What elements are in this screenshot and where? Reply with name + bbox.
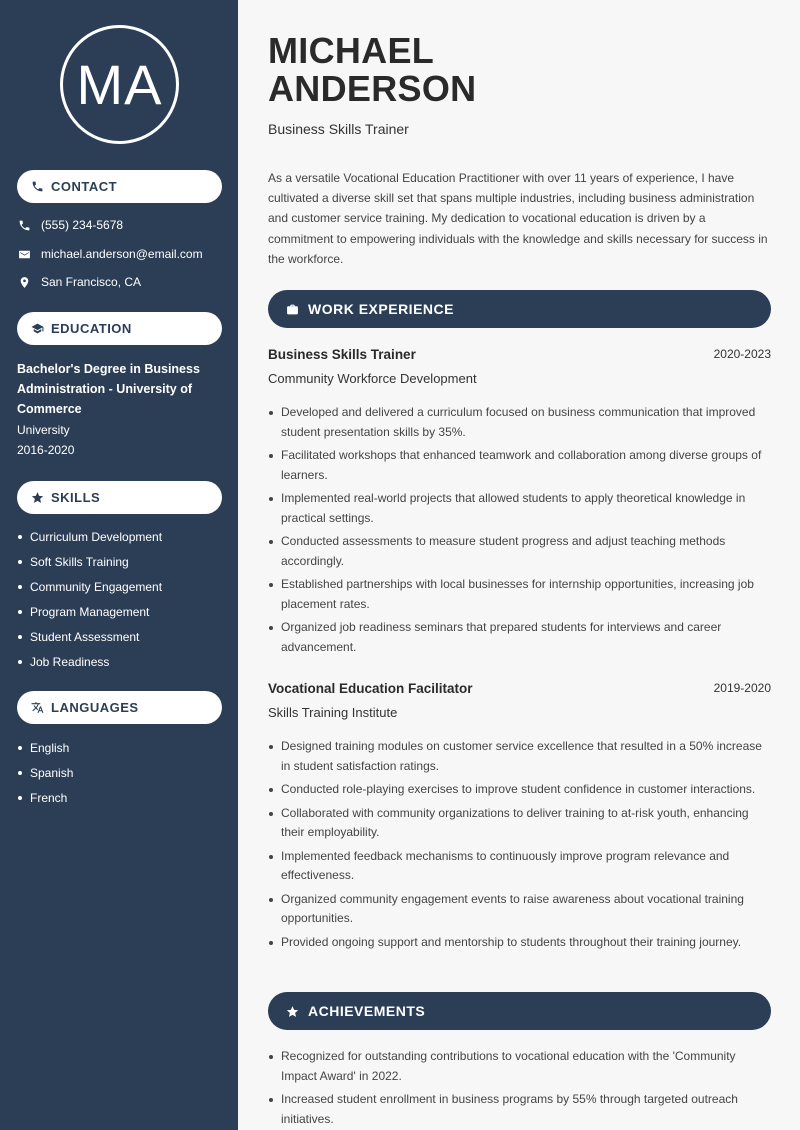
location-pin-icon	[17, 275, 31, 289]
phone-icon	[17, 218, 31, 232]
skills-list	[17, 529, 162, 679]
work-experience-heading	[268, 290, 771, 328]
achievement-item: Increased student enrollment in business programs by 55% through targeted outreach initiatives.	[268, 1090, 771, 1129]
star-icon	[285, 1004, 299, 1018]
skill-item: Community Engagement	[17, 579, 162, 604]
avatar-initials: MA	[60, 25, 179, 144]
achievements-heading-label: ACHIEVEMENTS	[308, 1003, 426, 1019]
job-bullet: Established partnerships with local businesses for internship opportunities, increasing job placement rates.	[268, 575, 771, 614]
skills-heading-label: SKILLS	[51, 490, 101, 505]
work-experience-heading-label: WORK EXPERIENCE	[308, 301, 454, 317]
contact-phone	[17, 218, 123, 232]
first-name: MICHAEL	[268, 30, 435, 71]
job-bullets	[268, 737, 771, 956]
skill-item: Job Readiness	[17, 654, 162, 679]
profile-title: Business Skills Trainer	[268, 121, 409, 137]
language-item: English	[17, 740, 73, 765]
job-bullet: Conducted role-playing exercises to improve student confidence in customer interactions.	[268, 780, 771, 800]
job-bullet: Organized job readiness seminars that prepared students for interviews and career advancement.	[268, 618, 771, 657]
star-icon	[30, 491, 44, 505]
skill-item: Curriculum Development	[17, 529, 162, 554]
translate-icon	[30, 701, 44, 715]
sidebar	[0, 0, 238, 1130]
job-bullet: Designed training modules on customer service excellence that resulted in a 50% increase in student satisfaction ratings.	[268, 737, 771, 776]
contact-phone-text: (555) 234-5678	[41, 218, 124, 232]
full-name	[268, 32, 476, 108]
job-dates: 2019-2020	[713, 681, 771, 695]
job-bullet: Provided ongoing support and mentorship to students throughout their training journey.	[268, 933, 771, 953]
contact-location-text: San Francisco, CA	[41, 275, 142, 289]
skill-item: Student Assessment	[17, 629, 162, 654]
contact-email-text: michael.anderson@email.com	[41, 247, 203, 261]
job-bullet: Organized community engagement events to raise awareness about vocational training opportunities.	[268, 890, 771, 929]
achievements-heading	[268, 992, 771, 1030]
languages-heading-label: LANGUAGES	[51, 700, 139, 715]
last-name: ANDERSON	[268, 68, 477, 109]
achievement-item: Recognized for outstanding contributions to vocational education with the 'Community Impact Award' in 2022.	[268, 1047, 771, 1086]
education-heading	[17, 312, 222, 345]
graduation-cap-icon	[30, 322, 44, 336]
job-dates: 2020-2023	[713, 347, 771, 361]
job-title: Business Skills Trainer	[268, 347, 416, 362]
languages-list	[17, 740, 73, 815]
phone-icon	[30, 180, 44, 194]
contact-heading-label: CONTACT	[51, 179, 118, 194]
contact-location	[17, 275, 141, 289]
education-years: 2016-2020	[17, 443, 75, 457]
job-company: Community Workforce Development	[268, 371, 477, 386]
education-heading-label: EDUCATION	[51, 321, 132, 336]
contact-email	[17, 247, 203, 261]
profile-summary: As a versatile Vocational Education Practitioner with over 11 years of experience, I have cultivated a diverse skill set that spans multiple industries, including business administration and customer service training. My dedication to vocational education is driven by a commitment to empowering individuals with the knowledge and skills necessary for success in the workforce.	[268, 171, 768, 266]
languages-heading	[17, 691, 222, 724]
briefcase-icon	[285, 302, 299, 316]
job-bullet: Conducted assessments to measure student progress and adjust teaching methods accordingly.	[268, 532, 771, 571]
skill-item: Soft Skills Training	[17, 554, 162, 579]
achievements-list	[268, 1047, 771, 1130]
job-bullet: Implemented feedback mechanisms to continuously improve program relevance and effectiveness.	[268, 847, 771, 886]
language-item: Spanish	[17, 765, 73, 790]
skill-item: Program Management	[17, 604, 162, 629]
job-bullet: Implemented real-world projects that allowed students to apply theoretical knowledge in practical settings.	[268, 489, 771, 528]
education-type: University	[17, 423, 70, 437]
language-item: French	[17, 790, 73, 815]
job-bullet: Collaborated with community organizations to deliver training to at-risk youth, enhancing their employability.	[268, 804, 771, 843]
skills-heading	[17, 481, 222, 514]
job-bullet: Developed and delivered a curriculum focused on business communication that improved student presentation skills by 35%.	[268, 403, 771, 442]
job-company: Skills Training Institute	[268, 705, 398, 720]
job-bullets	[268, 403, 771, 661]
email-icon	[17, 247, 31, 261]
contact-heading	[17, 170, 222, 203]
job-bullet: Facilitated workshops that enhanced teamwork and collaboration among diverse groups of learners.	[268, 446, 771, 485]
education-degree: Bachelor's Degree in Business Administration - University of Commerce	[17, 362, 200, 416]
job-title: Vocational Education Facilitator	[268, 681, 473, 696]
